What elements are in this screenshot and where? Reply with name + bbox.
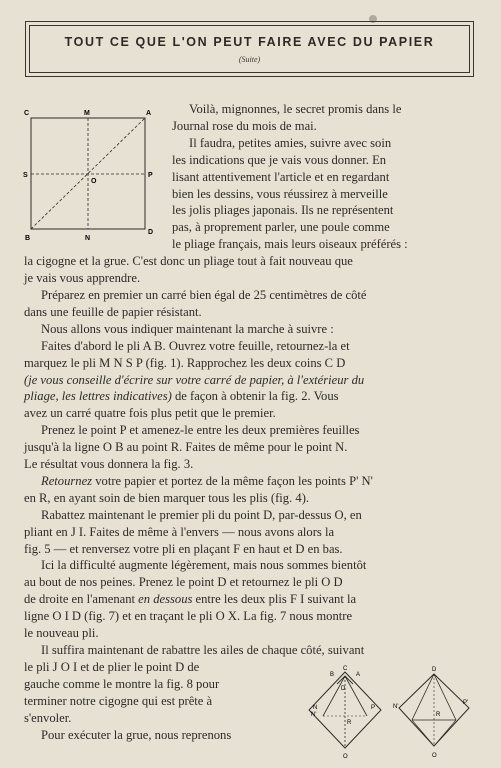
fig-left-a: A bbox=[356, 672, 361, 678]
text-line: Pour exécuter la grue, nous reprenons bbox=[41, 727, 232, 742]
label-d: D bbox=[148, 229, 154, 236]
label-m: M bbox=[84, 110, 90, 117]
text-line: marquez le pli M N S P (fig. 1). Rapprochez les deux coins C D bbox=[24, 355, 346, 370]
article-title: TOUT CE QUE L'ON PEUT FAIRE AVEC DU PAPIER bbox=[64, 35, 435, 49]
text-line: pas, à proprement parler, une poule comme bbox=[172, 220, 390, 235]
text-line: je vais vous apprendre. bbox=[24, 271, 141, 286]
paragraph-intro bbox=[172, 101, 476, 135]
fig-right-d: D bbox=[432, 667, 437, 673]
text-line: Ici la difficulté augmente légèrement, mais nous sommes bientôt bbox=[41, 558, 367, 573]
left-fold-line bbox=[345, 676, 367, 716]
right-fold-line bbox=[412, 674, 434, 720]
title-frame-inner bbox=[29, 25, 470, 73]
figure-left bbox=[309, 666, 381, 760]
fig-left-b: B bbox=[330, 672, 335, 678]
text-line: Il suffira maintenant de rabattre les ailes de chaque côté, suivant bbox=[41, 643, 365, 657]
text-line: Le résultat vous donnera la fig. 3. bbox=[24, 457, 194, 472]
fig-left-d: D bbox=[341, 686, 346, 692]
fig-right-r: R bbox=[436, 712, 441, 718]
text-run: de droite en l'amenant bbox=[24, 592, 139, 607]
label-b: B bbox=[25, 235, 31, 242]
fig-right-p: P' bbox=[463, 700, 469, 706]
text-line: Prenez le point P et amenez-le entre les deux premières feuilles bbox=[41, 423, 360, 438]
label-o: O bbox=[91, 178, 97, 185]
text-line: dans une feuille de papier résistant. bbox=[24, 304, 202, 319]
text-line: le pli J O I et de plier le point D de bbox=[24, 659, 200, 674]
text-line: la cigogne et la grue. C'est donc un pliage tout à fait nouveau que bbox=[24, 254, 353, 269]
fig-right-o: O bbox=[432, 753, 437, 759]
text-line: s'envoler. bbox=[24, 710, 72, 725]
label-c: C bbox=[24, 110, 30, 117]
figures-7-8-diagram bbox=[303, 664, 475, 764]
text-line: Nous allons vous indiquer maintenant la marche à suivre : bbox=[41, 321, 334, 336]
text-line: Voilà, mignonnes, le secret promis dans le bbox=[189, 102, 402, 116]
text-line: le pliage français, mais leurs oiseaux préférés : bbox=[172, 237, 408, 252]
text-line: les jolis pliages japonais. Ils ne représentent bbox=[172, 203, 394, 218]
figure-right bbox=[393, 667, 469, 759]
fig-left-r: R bbox=[347, 720, 352, 726]
text-line: lisant attentivement l'article et en regardant bbox=[172, 169, 390, 184]
text-line: fig. 5 — et renversez votre pli en plaçant F en haut et D en bas. bbox=[24, 541, 343, 556]
text-line bbox=[24, 591, 476, 608]
right-fold-line bbox=[412, 720, 434, 746]
fig-left-c: C bbox=[343, 666, 348, 672]
paragraph-instructions bbox=[172, 135, 476, 253]
right-fold-line bbox=[434, 720, 456, 746]
left-fold-line bbox=[323, 676, 345, 716]
text-line bbox=[24, 388, 476, 405]
label-n: N bbox=[85, 235, 91, 242]
text-line: gauche comme le montre la fig. 8 pour bbox=[24, 676, 220, 691]
text-line: Préparez en premier un carré bien égal de 25 centimètres de côté bbox=[41, 287, 367, 302]
text-line: bien les dessins, vous réussirez à merveille bbox=[172, 186, 388, 201]
article-subtitle: (Suite) bbox=[238, 55, 261, 64]
label-a: A bbox=[146, 110, 152, 117]
italic-text: pliage, les lettres indicatives) bbox=[24, 389, 172, 404]
title-frame bbox=[25, 21, 474, 77]
text-line: le nouveau pli. bbox=[24, 626, 99, 641]
italic-text: en dessous bbox=[138, 592, 193, 607]
fig-right-n: N' bbox=[393, 704, 399, 710]
text-line: les indications que je vais vous donner. En bbox=[172, 152, 387, 167]
text-run: votre papier et portez de la même façon les points P' N' bbox=[92, 473, 373, 488]
text-line: Il faudra, petites amies, suivre avec soin bbox=[189, 135, 392, 150]
text-line: Rabattez maintenant le premier pli du point D, par-dessus O, en bbox=[41, 507, 362, 522]
text-line: Faites d'abord le pli A B. Ouvrez votre feuille, retournez-la et bbox=[41, 338, 350, 353]
text-run: entre les deux plis F I suivant la bbox=[192, 592, 357, 607]
article-body bbox=[24, 101, 476, 743]
label-p: P bbox=[148, 172, 153, 179]
text-line: (je vous conseille d'écrire sur votre carré de papier, à l'extérieur du bbox=[24, 372, 365, 387]
text-line: avez un carré quatre fois plus petit que le premier. bbox=[24, 406, 276, 421]
paragraph-final bbox=[24, 659, 298, 744]
text-line bbox=[24, 473, 476, 490]
italic-text: Retournez bbox=[41, 473, 93, 488]
text-run: de façon à obtenir la fig. 2. Vous bbox=[171, 389, 339, 404]
fig-left-n2: N' bbox=[311, 712, 317, 718]
text-line: jusqu'à la ligne O B au point R. Faites de même pour le point N. bbox=[24, 440, 348, 455]
text-line: Journal rose du mois de mai. bbox=[172, 118, 317, 133]
text-line: en R, en ayant soin de bien marquer tous les plis (fig. 4). bbox=[24, 490, 310, 505]
fig-left-o: O bbox=[343, 754, 348, 760]
text-line: pliant en J I. Faites de même à l'envers — nous avons alors la bbox=[24, 524, 335, 539]
fig-left-p: P bbox=[371, 705, 376, 711]
text-line: ligne O I D (fig. 7) et en traçant le pli O X. La fig. 7 nous montre bbox=[24, 609, 353, 624]
text-line: terminer notre cigogne qui est prête à bbox=[24, 693, 213, 708]
fig-left-n: N bbox=[313, 705, 318, 711]
label-s: S bbox=[23, 172, 28, 179]
text-line: au bout de nos peines. Prenez le point D et retournez le pli O D bbox=[24, 575, 343, 590]
